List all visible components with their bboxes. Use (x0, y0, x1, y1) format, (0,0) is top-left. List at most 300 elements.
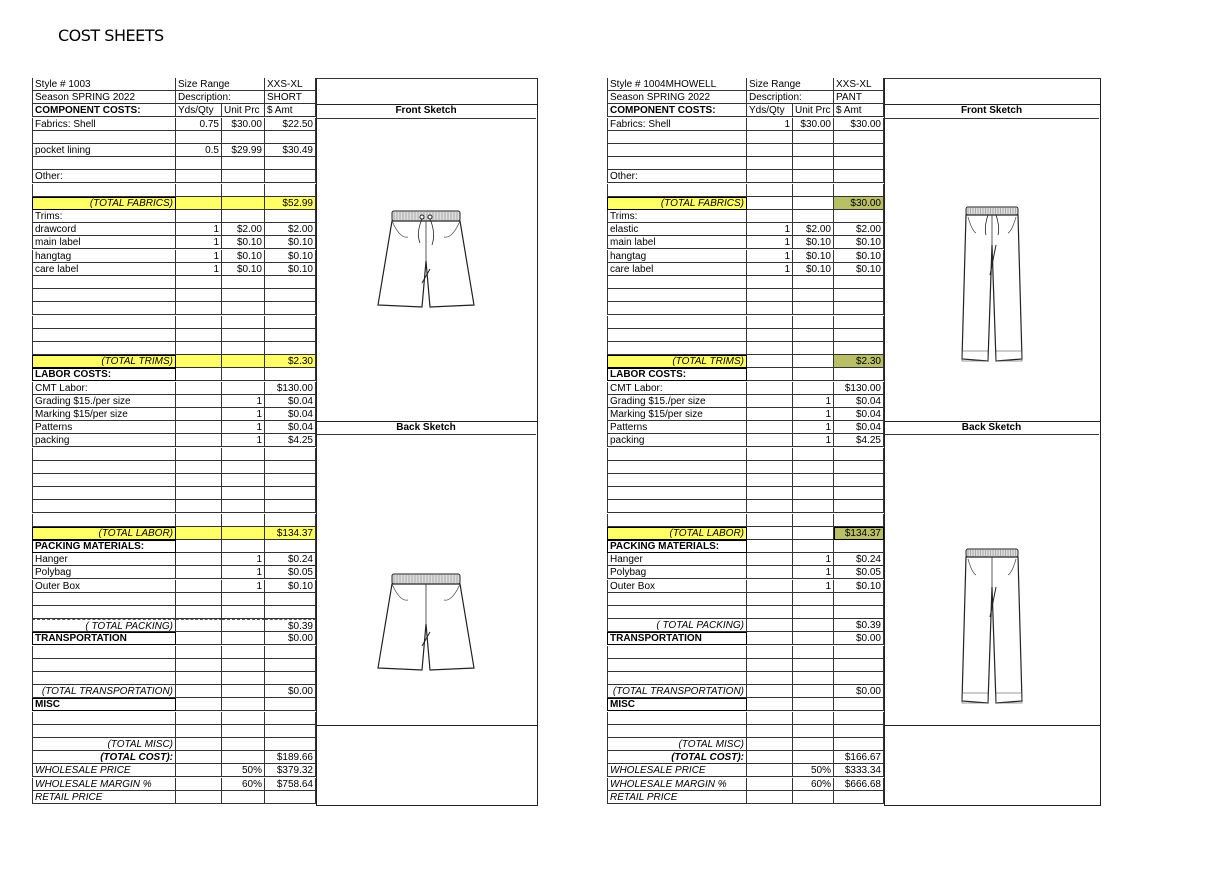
table-cell (793, 632, 834, 645)
table-row (607, 263, 884, 276)
table-cell (176, 751, 222, 764)
table-cell (793, 606, 834, 619)
table-row (607, 223, 884, 236)
table-cell (222, 448, 265, 461)
table-cell (834, 368, 884, 381)
trim-label: drawcord (32, 223, 176, 236)
packing-label: Polybag (32, 566, 176, 579)
table-cell (265, 672, 316, 685)
table-cell (793, 329, 834, 342)
trim-qty: 1 (176, 236, 222, 249)
table-cell (607, 342, 747, 355)
col-amount: $ Amt (834, 104, 884, 117)
trim-unit: $0.10 (222, 236, 265, 249)
labor-label: packing (607, 434, 747, 447)
table-cell (222, 329, 265, 342)
table-cell (265, 474, 316, 487)
trim-amount: $0.10 (834, 250, 884, 263)
table-cell (222, 474, 265, 487)
table-row (607, 540, 884, 553)
table-row (32, 289, 316, 302)
fabric-qty (747, 170, 793, 183)
table-row (32, 342, 316, 355)
table-cell (222, 685, 265, 698)
table-cell (834, 329, 884, 342)
table-cell (176, 368, 222, 381)
table-row (32, 170, 316, 183)
table-cell (32, 514, 176, 527)
labor-label: Patterns (607, 421, 747, 434)
fabric-unit (222, 157, 265, 170)
table-cell (265, 342, 316, 355)
table-cell (32, 487, 176, 500)
trim-amount: $2.00 (834, 223, 884, 236)
trim-unit: $0.10 (222, 263, 265, 276)
fabric-qty (176, 157, 222, 170)
total-transportation-label: (TOTAL TRANSPORTATION) (607, 685, 747, 698)
fabric-label: pocket lining (32, 144, 176, 157)
table-cell (747, 619, 793, 632)
table-cell (265, 514, 316, 527)
description-value: PANT (834, 91, 884, 104)
table-cell (265, 738, 316, 751)
table-row (32, 276, 316, 289)
table-row (607, 448, 884, 461)
table-cell (747, 738, 793, 751)
transportation-value: $0.00 (265, 632, 316, 645)
table-cell (176, 382, 222, 395)
component-costs-header: COMPONENT COSTS: (607, 104, 747, 117)
table-cell (793, 738, 834, 751)
table-cell (176, 210, 222, 223)
table-cell (176, 395, 222, 408)
fabric-amount (834, 144, 884, 157)
table-cell (176, 646, 222, 659)
labor-amount: $0.04 (265, 395, 316, 408)
table-cell (834, 725, 884, 738)
table-cell (265, 289, 316, 302)
table-row (607, 461, 884, 474)
table-cell (32, 500, 176, 513)
sheet-frame (32, 78, 536, 803)
labor-amount: $4.25 (265, 434, 316, 447)
packing-label: Outer Box (32, 580, 176, 593)
fabric-unit (222, 131, 265, 144)
table-cell (222, 632, 265, 645)
total-trims-value: $2.30 (834, 355, 884, 368)
page-title: COST SHEETS (58, 26, 164, 45)
trim-unit: $0.10 (222, 250, 265, 263)
total-fabrics-value: $52.99 (265, 197, 316, 210)
table-row (607, 553, 884, 566)
table-row (32, 263, 316, 276)
table-cell (834, 302, 884, 315)
labor-label: Marking $15/per size (607, 408, 747, 421)
table-row (32, 791, 316, 804)
trim-unit: $2.00 (793, 223, 834, 236)
table-row (607, 421, 884, 434)
labor-qty: 1 (222, 408, 265, 421)
fabric-amount (834, 131, 884, 144)
table-cell (793, 210, 834, 223)
table-cell (793, 514, 834, 527)
trim-amount: $0.10 (265, 250, 316, 263)
table-cell (747, 791, 793, 804)
table-cell (793, 500, 834, 513)
fabric-unit (793, 184, 834, 197)
trim-label: care label (32, 263, 176, 276)
table-cell (834, 738, 884, 751)
table-cell (747, 698, 793, 711)
fabric-amount: $22.50 (265, 118, 316, 131)
labor-amount: $0.04 (834, 421, 884, 434)
table-cell (32, 712, 176, 725)
table-row (32, 368, 316, 381)
table-cell (834, 698, 884, 711)
table-cell (747, 421, 793, 434)
wholesale-margin-value: $666.68 (834, 778, 884, 791)
table-cell (834, 659, 884, 672)
table-cell (747, 646, 793, 659)
table-cell (176, 500, 222, 513)
col-yds-qty: Yds/Qty (176, 104, 222, 117)
table-row (32, 104, 316, 117)
packing-amount: $0.24 (834, 553, 884, 566)
wholesale-price-pct: 50% (222, 764, 265, 777)
table-row (607, 157, 884, 170)
table-row (32, 632, 316, 645)
table-cell (747, 289, 793, 302)
table-cell (32, 342, 176, 355)
labor-qty: 1 (793, 434, 834, 447)
labor-amount: $0.04 (265, 408, 316, 421)
table-cell (32, 461, 176, 474)
table-row (607, 342, 884, 355)
table-cell (176, 725, 222, 738)
packing-label: Outer Box (607, 580, 747, 593)
table-row (32, 382, 316, 395)
table-row (607, 302, 884, 315)
table-cell (747, 487, 793, 500)
table-cell (747, 302, 793, 315)
table-cell (607, 302, 747, 315)
packing-qty: 1 (793, 566, 834, 579)
table-cell (176, 698, 222, 711)
table-cell (747, 685, 793, 698)
table-row (32, 184, 316, 197)
table-cell (747, 659, 793, 672)
season-label: Season SPRING 2022 (607, 91, 747, 104)
table-cell (265, 659, 316, 672)
table-row (32, 619, 316, 632)
table-row (607, 698, 884, 711)
table-cell (176, 632, 222, 645)
table-cell (222, 672, 265, 685)
table-cell (747, 276, 793, 289)
packing-qty: 1 (793, 580, 834, 593)
col-yds-qty: Yds/Qty (747, 104, 793, 117)
trim-amount: $2.00 (265, 223, 316, 236)
table-row (607, 355, 884, 368)
table-row (607, 487, 884, 500)
back-sketch-label: Back Sketch (884, 421, 1099, 435)
table-cell (222, 197, 265, 210)
trim-label: hangtag (32, 250, 176, 263)
table-row (607, 118, 884, 131)
table-cell (176, 712, 222, 725)
labor-qty: 1 (793, 408, 834, 421)
total-fabrics-label: (TOTAL FABRICS) (607, 197, 747, 210)
style-number: Style # 1003 (32, 78, 176, 91)
table-row (32, 738, 316, 751)
wholesale-margin-label: WHOLESALE MARGIN % (32, 778, 176, 791)
table-cell (176, 197, 222, 210)
table-cell (793, 725, 834, 738)
table-cell (32, 725, 176, 738)
table-cell (834, 593, 884, 606)
table-cell (176, 619, 222, 632)
trim-label: main label (32, 236, 176, 249)
header-strip (316, 78, 538, 106)
fabric-amount (265, 184, 316, 197)
table-row (32, 421, 316, 434)
table-cell (176, 355, 222, 368)
table-row (607, 408, 884, 421)
fabric-amount: $30.00 (834, 118, 884, 131)
table-row (607, 778, 884, 791)
table-cell (265, 461, 316, 474)
transportation-header: TRANSPORTATION (32, 632, 176, 645)
table-row (32, 197, 316, 210)
table-row (32, 223, 316, 236)
table-row (32, 250, 316, 263)
table-cell (747, 197, 793, 210)
wholesale-margin-pct: 60% (793, 778, 834, 791)
sheet-frame (607, 78, 1099, 803)
back-sketch-label: Back Sketch (316, 421, 536, 435)
fabric-label (607, 157, 747, 170)
total-packing-label: ( TOTAL PACKING) (607, 619, 747, 632)
table-row (607, 738, 884, 751)
table-cell (793, 712, 834, 725)
labor-qty: 1 (222, 434, 265, 447)
table-cell (32, 659, 176, 672)
size-range-value: XXS-XL (834, 78, 884, 91)
table-cell (176, 302, 222, 315)
packing-materials-header: PACKING MATERIALS: (607, 540, 747, 553)
table-row (607, 434, 884, 447)
fabric-amount: $30.49 (265, 144, 316, 157)
table-cell (793, 540, 834, 553)
table-cell (747, 368, 793, 381)
table-cell (222, 659, 265, 672)
table-cell (32, 606, 176, 619)
total-labor-value: $134.37 (265, 527, 316, 540)
table-cell (176, 593, 222, 606)
fabric-qty (176, 131, 222, 144)
table-cell (32, 329, 176, 342)
table-row (607, 197, 884, 210)
packing-materials-header: PACKING MATERIALS: (32, 540, 176, 553)
table-cell (222, 500, 265, 513)
table-cell (793, 342, 834, 355)
trims-label: Trims: (32, 210, 176, 223)
total-fabrics-label: (TOTAL FABRICS) (32, 197, 176, 210)
table-row (32, 355, 316, 368)
fabric-qty (747, 184, 793, 197)
col-unit-price: Unit Prc (793, 104, 834, 117)
labor-qty: 1 (793, 395, 834, 408)
table-cell (747, 632, 793, 645)
table-cell (222, 355, 265, 368)
table-cell (265, 791, 316, 804)
labor-amount: $130.00 (265, 382, 316, 395)
table-row (32, 118, 316, 131)
total-fabrics-value: $30.00 (834, 197, 884, 210)
labor-label: CMT Labor: (607, 382, 747, 395)
table-row (607, 751, 884, 764)
table-row (607, 289, 884, 302)
wholesale-price-value: $333.34 (834, 764, 884, 777)
table-cell (32, 448, 176, 461)
table-cell (747, 329, 793, 342)
table-cell (607, 712, 747, 725)
table-cell (834, 448, 884, 461)
fabric-unit (222, 170, 265, 183)
fabric-label (32, 157, 176, 170)
table-cell (793, 197, 834, 210)
table-row (607, 580, 884, 593)
table-cell (747, 408, 793, 421)
table-cell (176, 289, 222, 302)
table-row (607, 593, 884, 606)
table-cell (222, 725, 265, 738)
table-row (607, 566, 884, 579)
table-cell (747, 672, 793, 685)
table-row (32, 157, 316, 170)
table-cell (747, 434, 793, 447)
fabric-qty (747, 131, 793, 144)
labor-amount: $4.25 (834, 434, 884, 447)
table-row (32, 448, 316, 461)
table-cell (834, 540, 884, 553)
table-cell (834, 342, 884, 355)
table-cell (793, 685, 834, 698)
table-cell (176, 606, 222, 619)
size-range-label: Size Range (747, 78, 834, 91)
fabric-label (607, 131, 747, 144)
table-cell (607, 672, 747, 685)
table-cell (793, 619, 834, 632)
table-cell (834, 514, 884, 527)
fabric-unit (793, 144, 834, 157)
wholesale-price-label: WHOLESALE PRICE (607, 764, 747, 777)
table-row (607, 316, 884, 329)
total-packing-value: $0.39 (834, 619, 884, 632)
notes-panel (884, 725, 1101, 806)
table-row (607, 382, 884, 395)
table-row (32, 514, 316, 527)
table-cell (222, 751, 265, 764)
table-row (607, 500, 884, 513)
trims-label: Trims: (607, 210, 747, 223)
fabric-unit: $30.00 (222, 118, 265, 131)
labor-amount: $0.04 (265, 421, 316, 434)
table-row (607, 276, 884, 289)
table-cell (793, 751, 834, 764)
total-cost-value: $166.67 (834, 751, 884, 764)
table-row (32, 725, 316, 738)
table-cell (747, 712, 793, 725)
table-row (607, 368, 884, 381)
table-cell (834, 791, 884, 804)
table-cell (834, 461, 884, 474)
table-row (607, 764, 884, 777)
table-row (32, 144, 316, 157)
trim-label: main label (607, 236, 747, 249)
fabric-qty (747, 144, 793, 157)
fabric-amount (265, 157, 316, 170)
table-cell (32, 672, 176, 685)
table-row (32, 461, 316, 474)
table-row (32, 764, 316, 777)
table-row (32, 91, 316, 104)
fabric-qty: 1 (747, 118, 793, 131)
description-value: SHORT (265, 91, 316, 104)
total-transportation-value: $0.00 (834, 685, 884, 698)
fabric-unit (793, 131, 834, 144)
wholesale-margin-pct: 60% (222, 778, 265, 791)
table-row (607, 144, 884, 157)
table-cell (176, 408, 222, 421)
table-cell (265, 500, 316, 513)
table-row (32, 408, 316, 421)
fabric-label: Fabrics: Shell (607, 118, 747, 131)
fabric-amount (834, 184, 884, 197)
labor-label: Marking $15/per size (32, 408, 176, 421)
table-cell (222, 276, 265, 289)
trim-qty: 1 (747, 223, 793, 236)
packing-amount: $0.10 (834, 580, 884, 593)
table-cell (793, 646, 834, 659)
table-cell (176, 316, 222, 329)
description-label: Description: (747, 91, 834, 104)
table-cell (176, 764, 222, 777)
fabric-unit (793, 170, 834, 183)
table-cell (747, 514, 793, 527)
trim-label: hangtag (607, 250, 747, 263)
trim-qty: 1 (747, 263, 793, 276)
table-row (32, 302, 316, 315)
fabric-amount (265, 170, 316, 183)
trim-amount: $0.10 (265, 263, 316, 276)
front-sketch-shorts-drawing (370, 209, 482, 313)
labor-label: CMT Labor: (32, 382, 176, 395)
table-cell (176, 540, 222, 553)
table-cell (747, 448, 793, 461)
packing-label: Polybag (607, 566, 747, 579)
table-cell (176, 276, 222, 289)
wholesale-margin-value: $758.64 (265, 778, 316, 791)
table-cell (32, 316, 176, 329)
labor-amount: $0.04 (834, 395, 884, 408)
table-row (32, 712, 316, 725)
table-cell (834, 474, 884, 487)
table-cell (176, 448, 222, 461)
table-cell (793, 355, 834, 368)
table-cell (265, 725, 316, 738)
table-cell (607, 316, 747, 329)
